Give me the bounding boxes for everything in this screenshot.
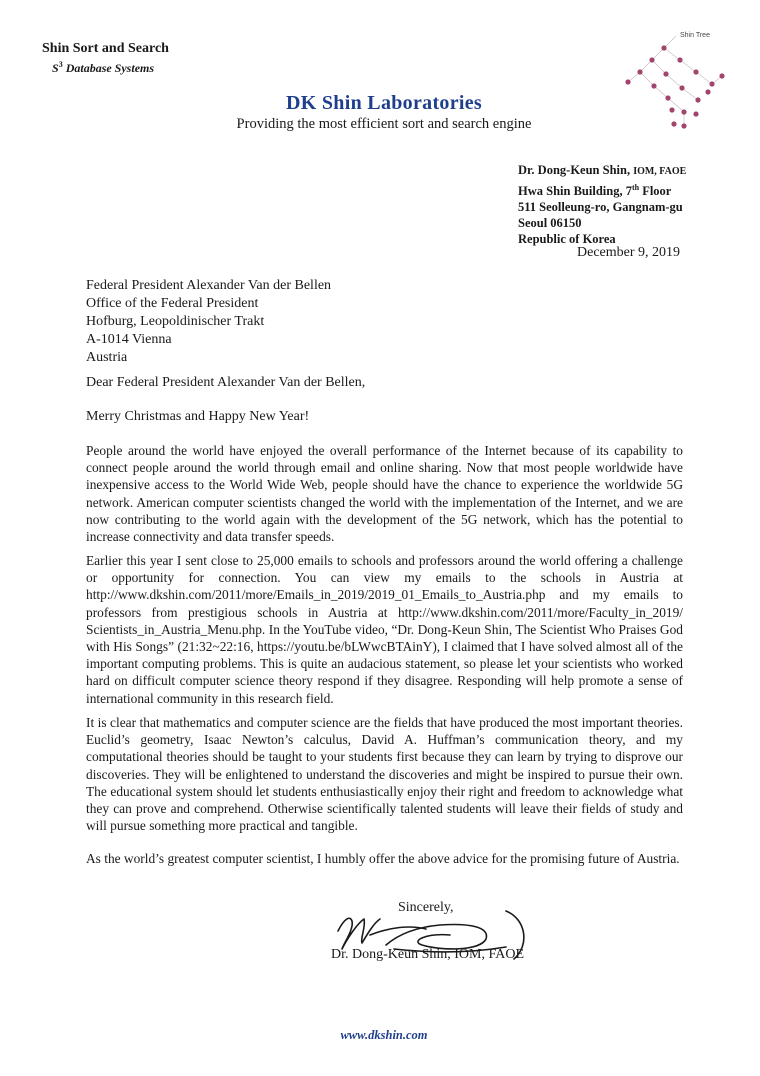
sender-building-line xyxy=(518,180,686,199)
sender-city: Seoul 06150 xyxy=(518,216,582,231)
sender-name: Dr. Dong-Keun Shin, xyxy=(518,163,634,177)
company-name: Shin Sort and Search xyxy=(42,41,169,56)
shin-tree-logo xyxy=(616,30,736,134)
sender-street: 511 Seolleung-ro, Gangnam-gu xyxy=(518,200,683,215)
lab-title: DK Shin Laboratories xyxy=(285,92,483,114)
recipient-line: Office of the Federal President xyxy=(86,296,259,311)
sender-floor-rest: Floor xyxy=(639,184,672,199)
body-paragraph: People around the world have enjoyed the overall performance of the Internet because of its capability to connect people around the world through email and online sharing. Now that most people worldwide have inexpensive access to the World Wide Web, people should have the chance to experience the worldwide 5G network. American computer scientists changed the world with the implementation of the Internet, and we are now contributing to the world again with the development of the 5G network, which has the potential to increase connectivity and data transfer speeds. xyxy=(86,443,683,545)
greeting: Merry Christmas and Happy New Year! xyxy=(86,409,310,424)
sender-floor-sup: th xyxy=(631,183,640,192)
company-sub-rest: Database Systems xyxy=(62,61,155,75)
sender-name-line xyxy=(518,162,686,180)
sender-building: Hwa Shin Building, 7 xyxy=(518,184,632,199)
sender-address xyxy=(518,162,686,247)
logo-label: Shin Tree xyxy=(680,32,710,39)
sender-titles: IOM, FAOE xyxy=(633,166,687,177)
letter-date: December 9, 2019 xyxy=(577,245,681,260)
recipient-line: Federal President Alexander Van der Bellen xyxy=(86,278,332,293)
recipient-line: A-1014 Vienna xyxy=(86,332,172,347)
signer-name: Dr. Dong-Keun Shin, IOM, FAOE xyxy=(331,947,525,962)
website-link[interactable]: www.dkshin.com xyxy=(340,1028,428,1042)
recipient-line: Hofburg, Leopoldinischer Trakt xyxy=(86,314,265,329)
tree-dots-icon xyxy=(616,30,736,134)
company-subtitle xyxy=(52,57,154,76)
closing: Sincerely, xyxy=(398,900,454,915)
body-paragraph: It is clear that mathematics and computer science are the fields that have produced the most important theories. Euclid’s geometry, Isaac Newton’s calculus, David A. Huffman’s communication theory, and my computational theories should be taught to your students first because they can learn by trying to disprove our discoveries. They will be enlightened to understand the discoveries and might be inspired to pursue their own. The educational system should let students enthusiastically enjoy their right and freedom to acknowledge what they can prove and comprehend. Otherwise scientifically talented students will leave their fields of study and will pursue something more practical and tangible. xyxy=(86,715,683,834)
company-sub-prefix: S xyxy=(52,61,59,75)
recipient-line: Austria xyxy=(86,350,128,365)
lab-slogan: Providing the most efficient sort and search engine xyxy=(236,116,532,132)
body-paragraph: Earlier this year I sent close to 25,000 emails to schools and professors around the world offering a challenge or opportunity for connection. You can view my emails to the schools in Austria at http://www.dkshin.com/2011/more/Emails_in_2019/2019_01_Emails_to_Austria.php and my emails to professors from prestigious schools in Austria at http://www.dkshin.com/2011/more/Faculty_in_2019/ Scientists_in_Austria_Menu.php. In the YouTube video, “Dr. Dong-Keun Shin, The Scientist Who Praises God with His Songs” (21:32~22:16, https://youtu.be/bLWwcBTAinY), I claimed that I have solved almost all of the important computing problems. This is quite an audacious statement, so please let your scientists who worked hard on difficult computer science theory respond if they disagree. Responding will help promote a sense of international community in this research field. xyxy=(86,553,683,706)
salutation: Dear Federal President Alexander Van der Bellen, xyxy=(86,375,366,390)
recipient-address xyxy=(86,277,331,367)
body-paragraph: As the world’s greatest computer scientist, I humbly offer the above advice for the promising future of Austria. xyxy=(86,851,680,866)
sender-country: Republic of Korea xyxy=(518,232,616,247)
company-sub-sup: 3 xyxy=(58,60,63,69)
